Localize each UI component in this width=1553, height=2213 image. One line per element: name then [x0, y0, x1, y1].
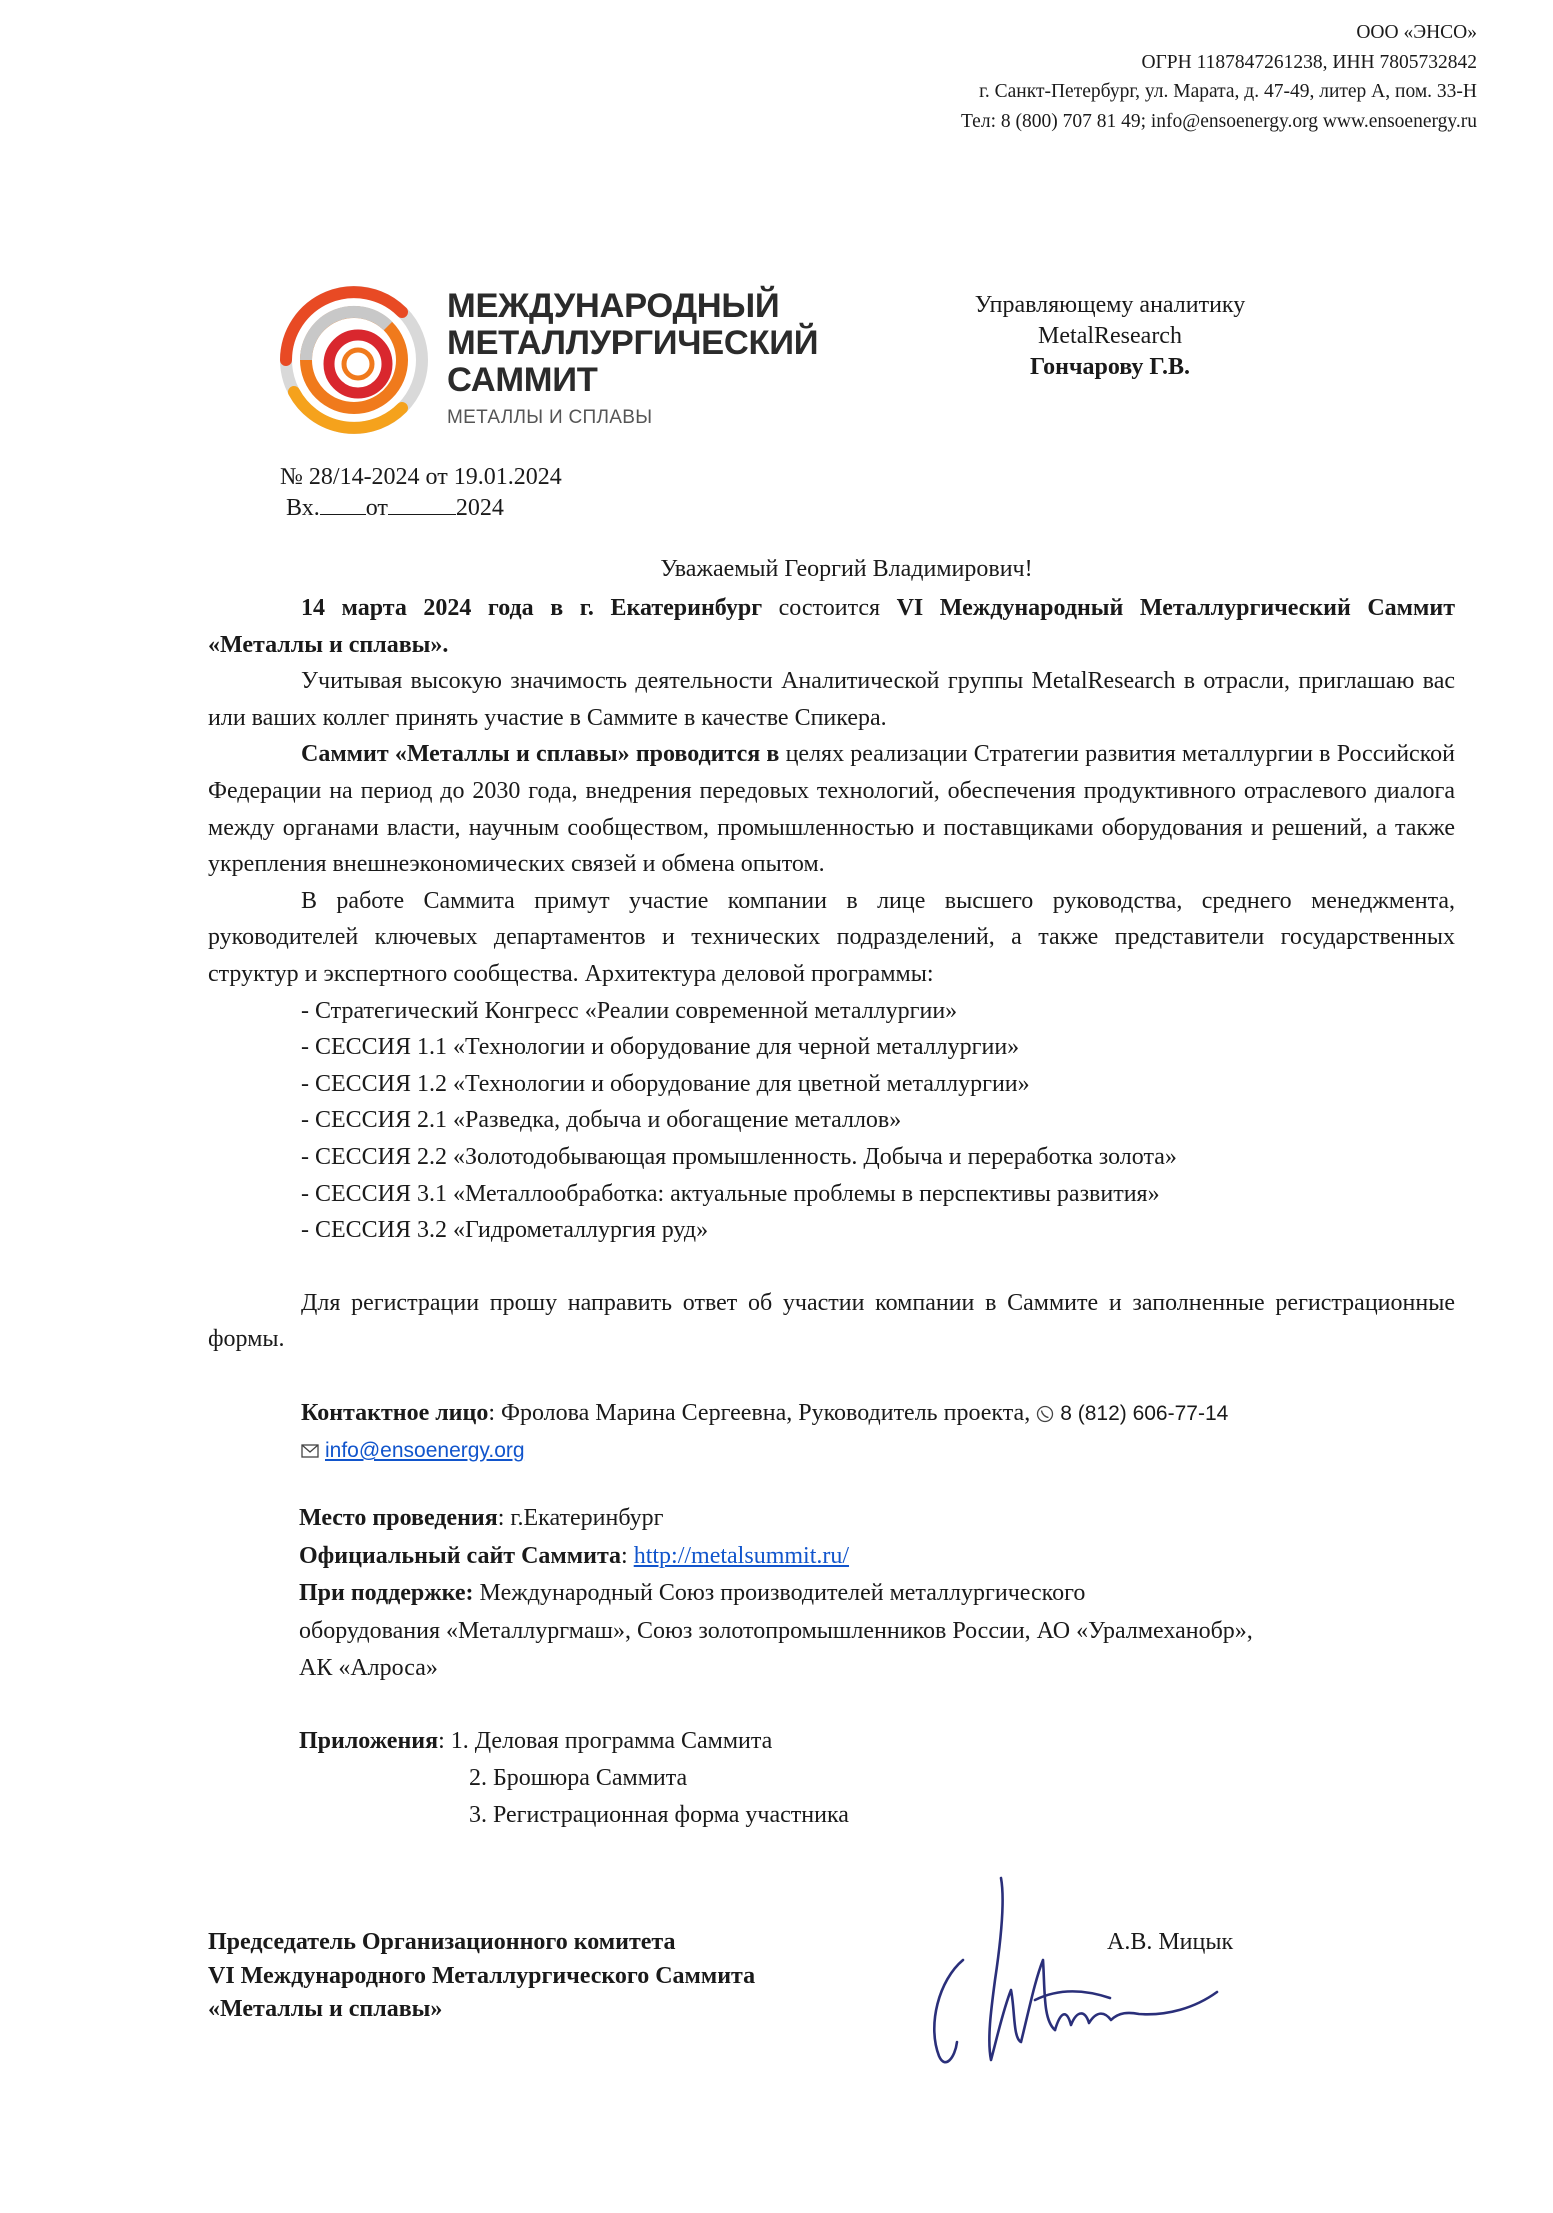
place-value: : г.Екатеринбург: [497, 1505, 664, 1531]
chair-line-3: «Металлы и сплавы»: [208, 1996, 443, 2022]
company-registration: ОГРН 1187847261238, ИНН 7805732842: [1141, 51, 1477, 73]
program-item: - СЕССИЯ 1.2 «Технологии и оборудование для цветной металлургии»: [301, 1070, 1030, 1097]
logo-subtitle: МЕТАЛЛЫ И СПЛАВЫ: [447, 407, 653, 428]
company-address: г. Санкт-Петербург, ул. Марата, д. 47-49, литер А, пом. 33-Н: [979, 81, 1477, 102]
support-label: При поддержке:: [299, 1580, 474, 1606]
contact-line: [301, 1395, 1228, 1432]
paragraph-registration: Для регистрации прошу направить ответ об участии компании в Саммите и заполненные регистрационные формы.: [208, 1289, 1455, 1353]
incoming-year: 2024: [455, 495, 504, 521]
program-item: - СЕССИЯ 2.1 «Разведка, добыча и обогащение металлов»: [301, 1107, 902, 1134]
attachments-first: [299, 1723, 849, 1760]
recipient-company: MetalResearch: [1038, 323, 1182, 349]
incoming-number: [280, 493, 562, 524]
incoming-number-blank: [320, 494, 366, 515]
contact-phone[interactable]: 8 (812) 606-77-14: [1060, 1402, 1229, 1425]
contact-person: : Фролова Марина Сергеевна, Руководитель проекта,: [488, 1400, 1037, 1426]
goals-lead: Саммит «Металлы и сплавы» проводится в: [301, 741, 780, 768]
venue-place: [299, 1500, 1439, 1538]
event-date-place: 14 марта 2024 года в г. Екатеринбург: [301, 595, 763, 621]
paragraph-announcement: [208, 590, 1455, 663]
attachments-block: [299, 1723, 849, 1834]
support-line-1: Международный Союз производителей металлургического: [473, 1580, 1086, 1606]
venue-support: [299, 1575, 1439, 1613]
site-separator: :: [621, 1542, 634, 1569]
venue-site: [299, 1538, 1439, 1576]
contact-label: Контактное лицо: [301, 1400, 489, 1426]
program-item: - Стратегический Конгресс «Реалии современной металлургии»: [301, 997, 958, 1024]
logo-text: [447, 288, 818, 429]
support-line-3: АК «Алроса»: [299, 1655, 438, 1681]
goals-text: целях реализации Стратегии развития металлургии в Российской Федерации на период до 2030 года, внедрения передовых технологий, обеспечения продуктивного отраслевого диалога между органами власти, научным сообществом, промышленностью и поставщиками оборудования и решений, а также укрепления внешнеэкономических связей и обмена опытом.: [208, 741, 1455, 878]
program-item: - СЕССИЯ 3.2 «Гидрометаллургия руд»: [301, 1217, 709, 1244]
support-line-2: оборудования «Металлургмаш», Союз золотопромышленников России, АО «Уралмеханобр»,: [299, 1617, 1253, 1644]
site-label: Официальный сайт Саммита: [299, 1542, 622, 1569]
chair-line-1: Председатель Организационного комитета: [208, 1929, 676, 1955]
logo-line-3: САММИТ: [447, 361, 598, 399]
program-item: - СЕССИЯ 3.1 «Металлообработка: актуальные проблемы в перспективы развития»: [301, 1180, 1160, 1207]
salutation: Уважаемый Георгий Владимирович!: [660, 556, 1033, 582]
incoming-prefix: Вх.: [286, 495, 320, 521]
attachments-label: Приложения: [299, 1728, 439, 1754]
program-item: - СЕССИЯ 1.1 «Технологии и оборудование для черной металлургии»: [301, 1034, 1020, 1061]
logo-line-2: МЕТАЛЛУРГИЧЕСКИЙ: [447, 324, 819, 362]
attachment-item: 2. Брошюра Саммита: [469, 1765, 688, 1791]
mail-icon: [301, 1444, 319, 1458]
recipient-name: Гончарову Г.В.: [1030, 354, 1190, 380]
paragraph-goals: [208, 736, 1455, 882]
recipient-position: Управляющему аналитику: [974, 292, 1246, 318]
program-item: - СЕССИЯ 2.2 «Золотодобывающая промышленность. Добыча и переработка золота»: [301, 1143, 1177, 1170]
attachment-item: 3. Регистрационная форма участника: [469, 1802, 849, 1828]
event-name: VI Международный Металлургический Саммит «Металлы и сплавы».: [208, 595, 1455, 658]
attachments-separator: :: [438, 1728, 451, 1754]
incoming-date-blank: [388, 494, 456, 515]
chair-line-2: VI Международного Металлургического Саммита: [208, 1962, 756, 1989]
announcement-text: состоится: [762, 595, 897, 621]
incoming-from: от: [365, 495, 388, 521]
attachment-item: 1. Деловая программа Саммита: [450, 1728, 773, 1754]
company-name: ООО «ЭНСО»: [1356, 22, 1477, 43]
handwritten-signature-icon: [905, 1860, 1225, 2080]
chair-title: [208, 1926, 755, 2027]
site-link[interactable]: http://metalsummit.ru/: [633, 1542, 850, 1569]
paragraph-participants: В работе Саммита примут участие компании в лице высшего руководства, среднего менеджмента, руководителей ключевых департаментов и технических подразделений, а также представители государственных структур и экспертного сообщества. Архитектура деловой программы:: [208, 887, 1455, 987]
contact-email-line: [301, 1432, 1228, 1469]
company-header: [961, 18, 1477, 136]
signer-name: А.В. Мицык: [1107, 1929, 1234, 1955]
logo-line-1: МЕЖДУНАРОДНЫЙ: [447, 287, 780, 325]
venue-block: [299, 1500, 1439, 1688]
program-list: [208, 993, 1455, 1249]
place-label: Место проведения: [299, 1505, 498, 1531]
contact-email-link[interactable]: info@ensoenergy.org: [325, 1439, 525, 1462]
outgoing-number: № 28/14-2024 от 19.01.2024: [280, 464, 562, 490]
paragraph-invitation: Учитывая высокую значимость деятельности Аналитической группы MetalResearch в отрасли, приглашаю вас или ваших коллег принять участие в Саммите в качестве Спикера.: [208, 668, 1455, 731]
recipient-block: [930, 290, 1290, 383]
contact-block: [301, 1395, 1228, 1469]
phone-icon: [1036, 1405, 1054, 1423]
registration-block: [280, 462, 562, 524]
letter-body: [208, 590, 1455, 1358]
company-contacts: Тел: 8 (800) 707 81 49; info@ensoenergy.org www.ensoenergy.ru: [961, 110, 1477, 132]
